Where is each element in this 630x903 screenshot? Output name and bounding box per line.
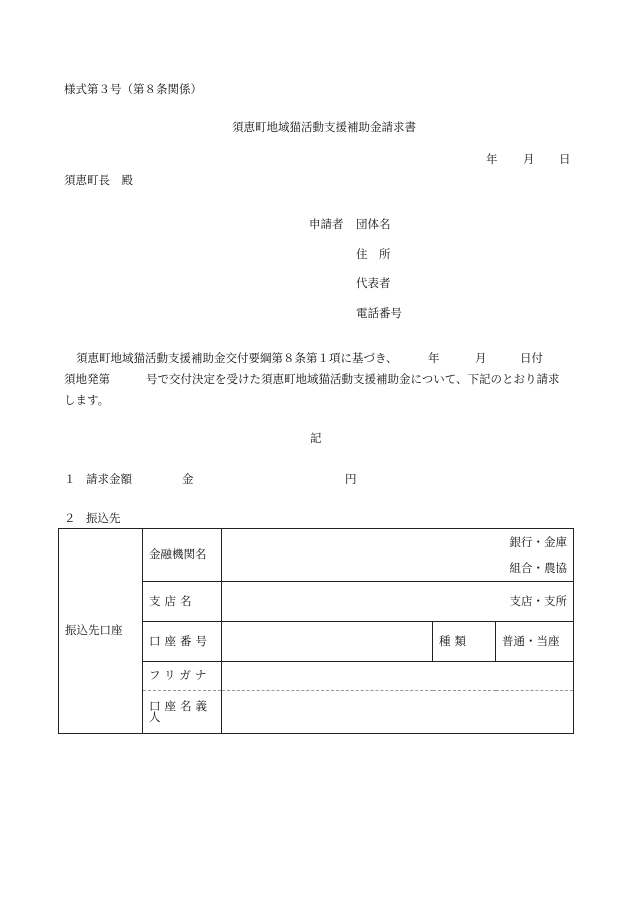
applicant-org-label: 団体名: [356, 217, 391, 231]
form-label: 様式第３号（第８条関係）: [64, 82, 202, 96]
item2-label: 振込先: [86, 511, 121, 525]
account-type-options: 普通・当座: [502, 633, 560, 648]
body-month: 月: [475, 351, 487, 365]
furigana-label: フリガナ: [143, 662, 222, 691]
account-number-field[interactable]: [222, 622, 433, 662]
account-number-label: 口座番号: [143, 622, 222, 662]
branch-suffix: 支店・支所: [509, 593, 567, 608]
account-group-label: 振込先口座: [59, 529, 143, 734]
ki-heading: 記: [310, 431, 322, 445]
branch-label: 支店名: [143, 582, 222, 622]
furigana-field[interactable]: [222, 662, 574, 691]
bank-name-field[interactable]: [222, 529, 574, 582]
applicant-label: 申請者: [309, 217, 344, 231]
applicant-address-label: 住 所: [356, 247, 391, 261]
account-holder-label: 口座名義人: [143, 691, 222, 734]
account-holder-field[interactable]: [222, 691, 574, 734]
body-year: 年: [428, 351, 440, 365]
item2-number: ２: [64, 511, 76, 525]
account-type-field[interactable]: [496, 622, 574, 662]
item1-number: １: [64, 472, 76, 486]
document-title: 須恵町地域猫活動支援補助金請求書: [232, 120, 416, 134]
date-day: 日: [559, 152, 571, 166]
bank-name-label: 金融機関名: [143, 529, 222, 582]
item1-label: 請求金額: [86, 472, 132, 486]
item1-yen: 円: [345, 472, 357, 486]
body-line-1: 須恵町地域猫活動支援補助金交付要綱第８条第１項に基づき、: [76, 351, 398, 365]
body-line-2: 号で交付決定を受けた須恵町地域猫活動支援補助金について、下記のとおり請求: [146, 372, 560, 386]
addressee: 須恵町長 殿: [64, 173, 133, 187]
branch-field[interactable]: [222, 582, 574, 622]
item1-kin: 金: [182, 472, 194, 486]
applicant-phone-label: 電話番号: [356, 306, 402, 320]
bank-suffix-2: 組合・農協: [509, 561, 567, 575]
account-type-label: 種類: [433, 622, 496, 662]
body-line-2-prefix: 須地発第: [64, 372, 110, 386]
body-line-3: します。: [64, 393, 110, 407]
body-day: 日付: [520, 351, 543, 365]
applicant-representative-label: 代表者: [356, 276, 391, 290]
date-month: 月: [523, 152, 535, 166]
bank-suffix-1: 銀行・金庫: [509, 535, 567, 549]
date-year: 年: [486, 152, 498, 166]
bank-account-table: [58, 528, 574, 734]
